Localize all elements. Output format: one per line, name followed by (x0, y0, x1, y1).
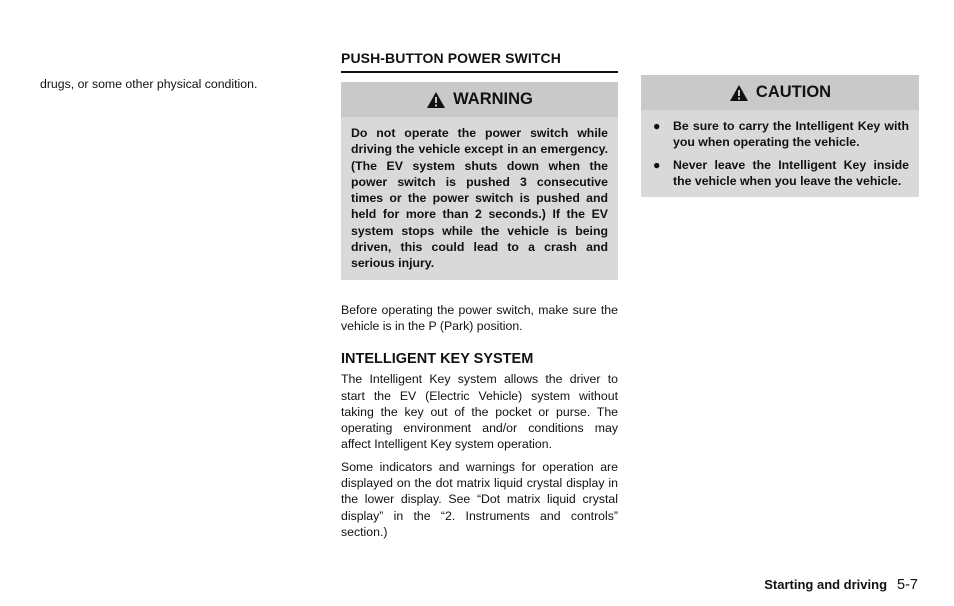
intelligent-key-paragraph: The Intelligent Key system allows the driver to start the EV (Electric Vehicle) system without taking the key out of the pocket or purse. The operating environment and/or conditions may affect Intelligent Key system operation. (341, 372, 618, 452)
caution-header (641, 75, 919, 110)
middle-column (341, 50, 618, 540)
footer-section: Starting and driving (764, 577, 888, 592)
caution-item-text: Never leave the Intelligent Key inside the vehicle when you leave the vehicle. (673, 157, 909, 188)
page-number: 5-7 (897, 577, 918, 593)
continued-text: drugs, or some other physical condition. (40, 77, 258, 91)
list-item (651, 118, 909, 151)
page-footer (764, 577, 918, 593)
warning-text: Do not operate the power switch while driving the vehicle except in an emergency. (The EV system shuts down when the power switch is pushed 3 consecutive times or the power switch is pushed and held for more than 2 seconds.) If the EV system stops while the vehicle is being driven, this could lead to a crash and serious injury. (351, 126, 608, 271)
warning-triangle-icon (729, 84, 749, 102)
right-column (641, 75, 919, 197)
caution-list (641, 110, 919, 197)
list-item (651, 157, 909, 190)
warning-triangle-icon (426, 91, 446, 109)
warning-title: WARNING (453, 90, 533, 108)
section-title: PUSH-BUTTON POWER SWITCH (341, 50, 618, 73)
warning-box (341, 82, 618, 280)
caution-item-text: Be sure to carry the Intelligent Key with you when operating the vehicle. (673, 119, 909, 150)
bullet-icon: ● (653, 119, 661, 133)
caution-box (641, 75, 919, 197)
caution-title: CAUTION (755, 83, 832, 101)
indicators-paragraph: Some indicators and warnings for operation are displayed on the dot matrix liquid crystal display in the lower display. See “Dot matrix liquid crystal display” in the “2. Instruments and controls” section.) (341, 459, 618, 539)
warning-header (341, 82, 618, 117)
bullet-icon: ● (653, 157, 661, 172)
intelligent-key-heading: INTELLIGENT KEY SYSTEM (341, 351, 534, 368)
before-operating-text: Before operating the power switch, make sure the vehicle is in the P (Park) position. (341, 302, 618, 333)
